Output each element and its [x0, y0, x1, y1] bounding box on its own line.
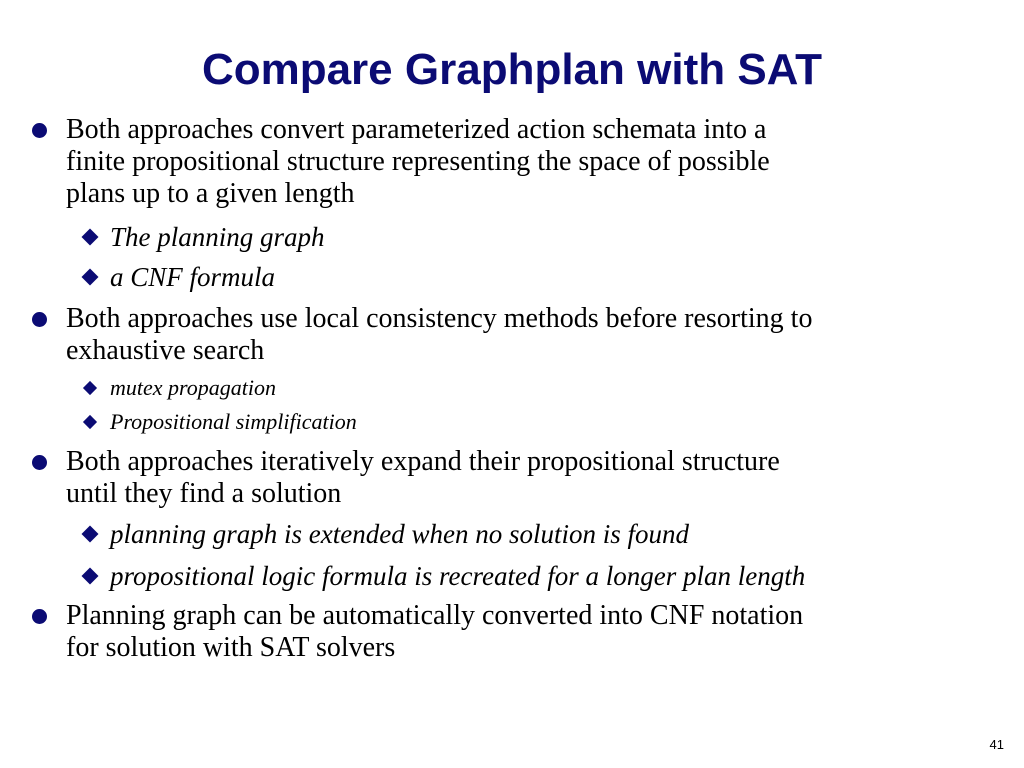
bullet-4-line-2: for solution with SAT solvers — [66, 632, 396, 663]
bullet-3-line-1: Both approaches iteratively expand their propositional structure — [66, 446, 780, 477]
diamond-bullet-icon — [82, 229, 99, 246]
diamond-bullet-icon — [82, 269, 99, 286]
bullet-dot-icon — [32, 455, 47, 470]
slide-title: Compare Graphplan with SAT — [201, 45, 823, 94]
bullet-dot-icon — [32, 609, 47, 624]
bullet-1-line-1: Both approaches convert parameterized action schemata into a — [66, 114, 767, 145]
sub-item: propositional logic formula is recreated for a longer plan length — [110, 561, 806, 591]
bullet-2-line-1: Both approaches use local consistency methods before resorting to — [66, 303, 813, 334]
sub-item: Propositional simplification — [110, 409, 357, 434]
diamond-bullet-icon — [82, 526, 99, 543]
bullet-2-line-2: exhaustive search — [66, 335, 265, 366]
diamond-bullet-icon — [82, 568, 99, 585]
bullet-dot-icon — [32, 312, 47, 327]
diamond-bullet-icon — [83, 381, 97, 395]
bullet-1-line-2: finite propositional structure representing the space of possible — [66, 146, 770, 177]
bullet-dot-icon — [32, 123, 47, 138]
sub-item: The planning graph — [110, 222, 325, 252]
page-number: 41 — [989, 737, 1004, 752]
diamond-bullet-icon — [83, 415, 97, 429]
sub-item: planning graph is extended when no solution is found — [110, 519, 689, 549]
sub-item: mutex propagation — [110, 375, 276, 400]
sub-item: a CNF formula — [110, 262, 276, 292]
bullet-1-line-3: plans up to a given length — [66, 178, 355, 209]
bullet-4-line-1: Planning graph can be automatically converted into CNF notation — [66, 600, 804, 631]
bullet-3-line-2: until they find a solution — [66, 478, 342, 509]
